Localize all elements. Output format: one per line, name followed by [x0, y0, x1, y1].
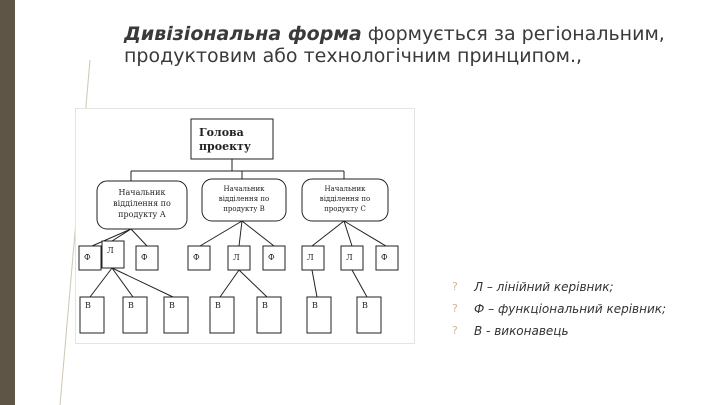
- division-b-line2: відділення по: [218, 195, 270, 203]
- executor-label-7: В: [362, 301, 368, 310]
- executor-label-5: В: [262, 301, 268, 310]
- manager-label-4: Ф: [193, 253, 200, 262]
- legend-text-functional: Ф – функціональний керівник;: [474, 302, 667, 316]
- bullet-icon: ?: [452, 302, 458, 315]
- division-a-line3: продукту А: [118, 210, 166, 219]
- root-line2: проекту: [199, 140, 251, 153]
- manager-label-9: Ф: [381, 253, 388, 262]
- org-chart: [75, 108, 415, 344]
- legend-item-linear: [452, 280, 692, 294]
- manager-label-2: Л: [107, 246, 114, 255]
- legend-item-functional: [452, 302, 692, 316]
- executor-label-3: В: [169, 301, 175, 310]
- legend-text-linear: Л – лінійний керівник;: [474, 280, 614, 294]
- executor-box-6: [307, 297, 331, 333]
- bullet-icon: ?: [452, 280, 458, 293]
- title-rest: формується за регіональним, продуктовим або технологічним принципом.,: [124, 23, 665, 67]
- slide-title: [124, 23, 684, 67]
- root-line1: Голова: [199, 126, 244, 139]
- division-c-line3: продукту С: [324, 205, 366, 213]
- manager-label-5: Л: [233, 253, 240, 262]
- executor-label-1: В: [85, 301, 91, 310]
- division-b-line3: продукту В: [223, 205, 265, 213]
- root-box: [191, 119, 273, 159]
- division-a-line2: відділення по: [113, 199, 171, 208]
- executor-label-6: В: [312, 301, 318, 310]
- org-chart-svg: [76, 109, 414, 343]
- manager-label-1: Ф: [84, 253, 91, 262]
- manager-label-8: Л: [346, 253, 353, 262]
- executor-label-2: В: [128, 301, 134, 310]
- executor-box-4: [210, 297, 234, 333]
- division-a-line1: Начальник: [118, 188, 166, 197]
- executor-box-1: [80, 297, 104, 333]
- executor-box-7: [357, 297, 381, 333]
- legend-item-executor: [452, 324, 692, 338]
- bullet-icon: ?: [452, 324, 458, 337]
- division-b-line1: Начальник: [223, 185, 265, 193]
- legend-text-executor: В - виконавець: [474, 324, 569, 338]
- division-c-line2: відділення по: [319, 195, 371, 203]
- executor-box-3: [164, 297, 188, 333]
- executor-box-5: [257, 297, 281, 333]
- manager-label-6: Ф: [268, 253, 275, 262]
- executor-box-2: [123, 297, 147, 333]
- manager-label-3: Ф: [141, 253, 148, 262]
- title-bold: Дивізіональна форма: [124, 23, 362, 45]
- executor-label-4: В: [215, 301, 221, 310]
- manager-label-7: Л: [307, 253, 314, 262]
- legend-list: [452, 280, 692, 346]
- division-c-line1: Начальник: [324, 185, 366, 193]
